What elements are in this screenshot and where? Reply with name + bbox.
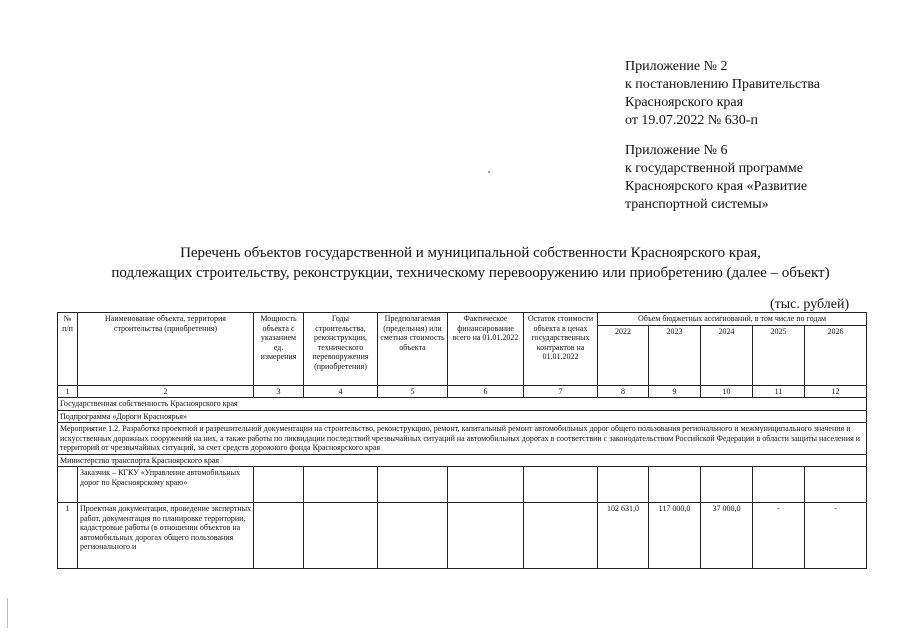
empty-cell	[58, 467, 78, 503]
value-2022: 102 631,0	[598, 503, 649, 569]
column-number: 7	[524, 385, 598, 398]
row-object-name: Проектная документация, проведение экспертных работ, документация по планировке территории, кадастровые работы (в отношении объектов на автомобильных дорогах общего пользования регионального и	[78, 503, 254, 569]
row-number: 1	[58, 503, 78, 569]
column-number: 1	[58, 385, 78, 398]
appendix-main-line1: Приложение № 2	[625, 59, 728, 74]
title-line1: Перечень объектов государственной и муниципальной собственности Красноярского края,	[180, 245, 761, 261]
empty-cell	[701, 467, 753, 503]
scan-edge-line	[7, 598, 8, 628]
appendix-main-line3: Красноярского края	[625, 95, 744, 110]
section-ownership-row	[58, 398, 867, 411]
empty-cell	[448, 467, 524, 503]
header-year-2022: 2022	[598, 325, 649, 385]
header-year-2023: 2023	[649, 325, 701, 385]
value-2024: 37 000,0	[701, 503, 753, 569]
header-budget-group: Объем бюджетных ассигнований, в том числе по годам	[598, 313, 867, 326]
empty-cell	[805, 467, 867, 503]
header-remaining-cost: Остаток стоимости объекта в ценах государственных контрактов на 01.01.2022	[524, 313, 598, 386]
header-year-2026: 2026	[805, 325, 867, 385]
header-row	[58, 313, 867, 326]
empty-cell	[304, 503, 378, 569]
column-number: 5	[378, 385, 448, 398]
header-estimated-cost: Предполагаемая (предельная) или сметная стоимость объекта	[378, 313, 448, 386]
header-capacity: Мощность объекта с указанием ед. измерения	[254, 313, 304, 386]
appendix-main-block	[625, 58, 820, 130]
title-line2: подлежащих строительству, реконструкции, техническому перевооружению или приобретению (далее – объект)	[111, 265, 830, 281]
empty-cell	[254, 503, 304, 569]
header-year-2024: 2024	[701, 325, 753, 385]
header-years: Годы строительства, реконструкции, технического перевооружения (приобретения)	[304, 313, 378, 386]
appendix-program-line3: Красноярского края «Развитие	[625, 179, 808, 194]
empty-cell	[598, 467, 649, 503]
appendix-main-line2: к постановлению Правительства	[625, 77, 821, 92]
measure-description: Мероприятие 1.2. Разработка проектной и разрешительной документации на строительство, реконструкцию, ремонт, капитальный ремонт автомобильных дорог общего пользования регионального и межмуниципального значения и искусственных дорожных сооружений на них, а также работы по ликвидации последствий чрезвычайных ситуаций на автомобильных дорогах в соответствии с законодательством Российской Федерации в области защиты населения и территорий от чрезвычайных ситуаций, за счет средств дорожного фонда Красноярского края	[58, 423, 867, 455]
value-2025: -	[753, 503, 805, 569]
units-label: (тыс. рублей)	[770, 297, 850, 312]
subprogram-label: Подпрограмма «Дороги Красноярья»	[58, 410, 867, 423]
column-number: 9	[649, 385, 701, 398]
empty-cell	[753, 467, 805, 503]
empty-cell	[378, 467, 448, 503]
value-2026: -	[805, 503, 867, 569]
empty-cell	[304, 467, 378, 503]
empty-cell	[524, 503, 598, 569]
ministry-row	[58, 454, 867, 467]
column-number: 4	[304, 385, 378, 398]
column-number: 3	[254, 385, 304, 398]
header-actual-funding: Фактическое финансирование всего на 01.01.2022	[448, 313, 524, 386]
appendix-main-line4: от 19.07.2022 № 630-п	[625, 113, 758, 128]
column-number: 8	[598, 385, 649, 398]
ministry-label: Министерство транспорта Красноярского края	[58, 454, 867, 467]
header-num: № п/п	[58, 313, 78, 386]
scan-speck	[488, 171, 490, 173]
empty-cell	[649, 467, 701, 503]
objects-table	[57, 312, 867, 569]
column-numbers-row	[58, 385, 867, 398]
empty-cell	[524, 467, 598, 503]
appendix-program-block	[625, 142, 807, 214]
document-title	[40, 243, 901, 283]
customer-row	[58, 467, 867, 503]
empty-cell	[448, 503, 524, 569]
column-number: 6	[448, 385, 524, 398]
header-year-2025: 2025	[753, 325, 805, 385]
column-number: 10	[701, 385, 753, 398]
empty-cell	[254, 467, 304, 503]
appendix-program-line4: транспортной системы»	[625, 197, 769, 212]
appendix-program-line2: к государственной программе	[625, 161, 803, 176]
appendix-program-line1: Приложение № 6	[625, 143, 728, 158]
column-number: 12	[805, 385, 867, 398]
customer-label: Заказчик – КГКУ «Управление автомобильных дорог по Красноярскому краю»	[78, 467, 254, 503]
table-row	[58, 503, 867, 569]
column-number: 11	[753, 385, 805, 398]
column-number: 2	[78, 385, 254, 398]
section-ownership: Государственная собственность Красноярского края	[58, 398, 867, 411]
empty-cell	[378, 503, 448, 569]
subprogram-row	[58, 410, 867, 423]
header-name: Наименование объекта, территория строительства (приобретения)	[78, 313, 254, 386]
value-2023: 117 000,0	[649, 503, 701, 569]
measure-row	[58, 423, 867, 455]
